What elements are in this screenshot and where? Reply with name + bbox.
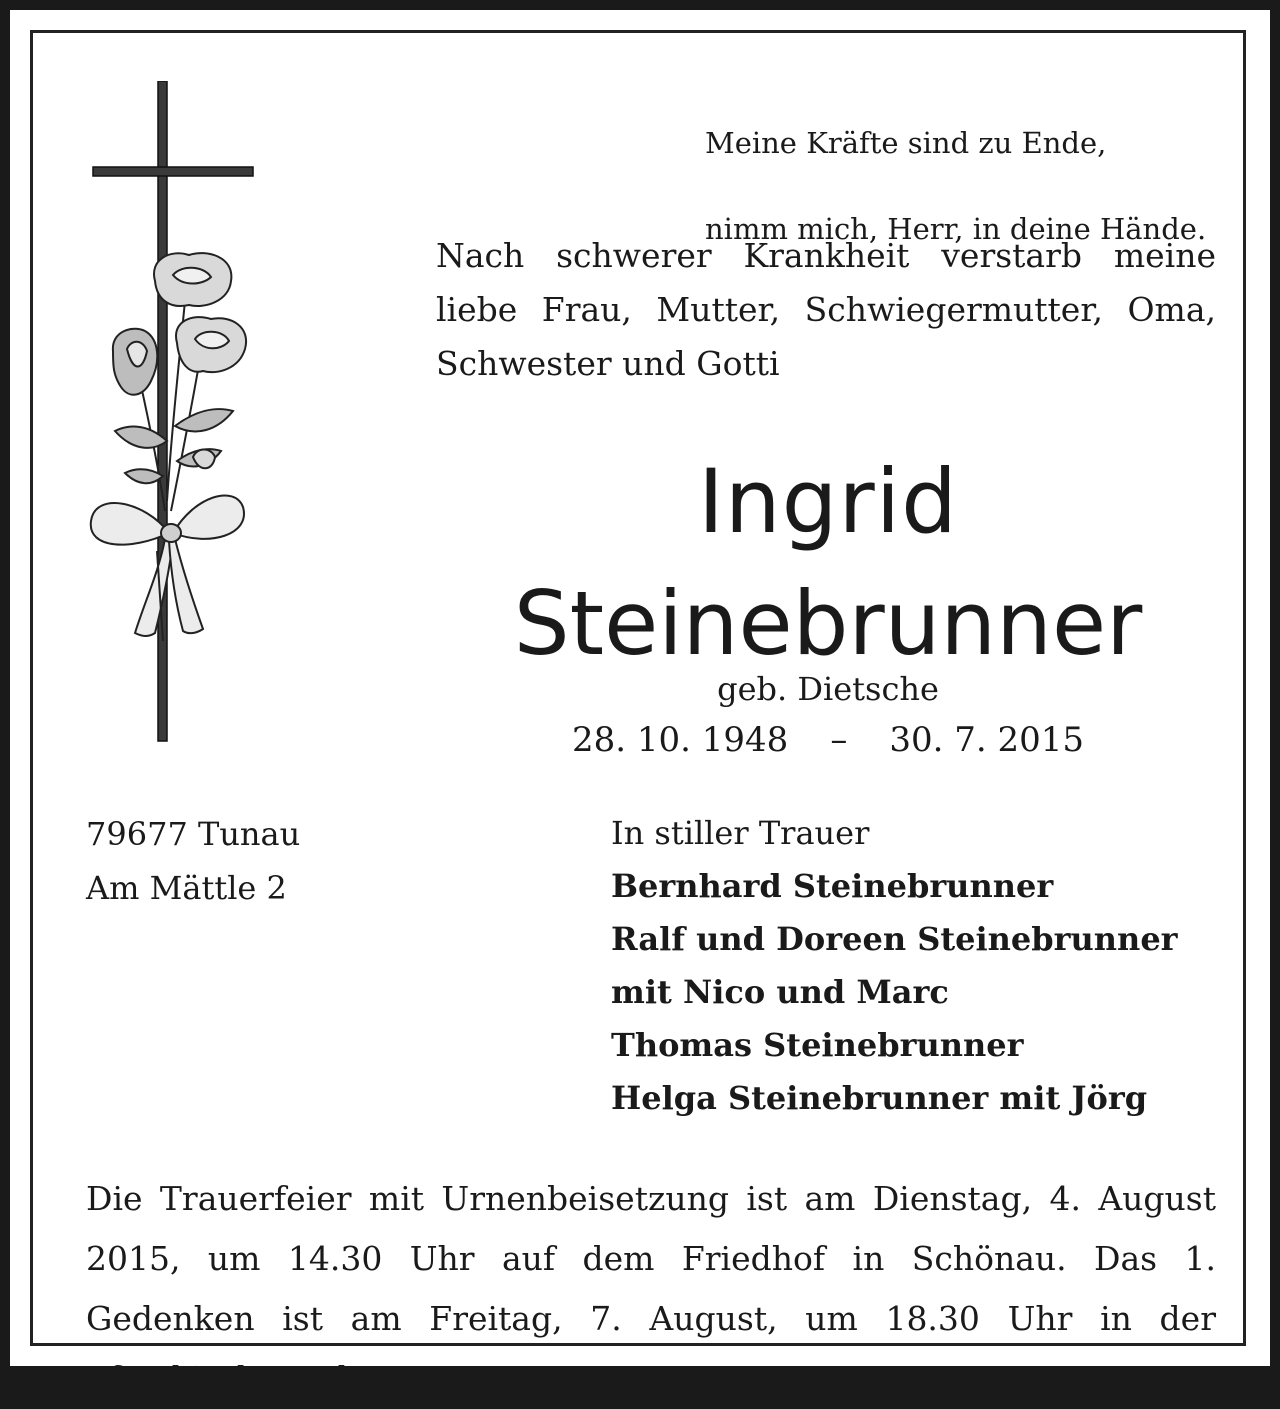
verse-line-1: Meine Kräfte sind zu Ende,	[705, 126, 1107, 160]
deceased-last-name: Steinebrunner	[513, 572, 1143, 675]
mourner-name: Bernhard Steinebrunner	[611, 867, 1054, 905]
verse-line-2: nimm mich, Herr, in deine Hände.	[705, 212, 1207, 246]
birth-date: 28. 10. 1948	[572, 720, 789, 760]
life-dates	[413, 716, 1243, 764]
obituary-sheet	[10, 10, 1270, 1398]
intro-text: Nach schwerer Krankheit verstarb meine liebe Frau, Mutter, Schwiegermutter, Oma, Schwester und Gotti	[436, 236, 1216, 383]
address-block	[86, 807, 486, 915]
service-announcement: Die Trauerfeier mit Urnenbeisetzung ist am Dienstag, 4. August 2015, um 14.30 Uhr auf dem Friedhof in Schönau. Das 1. Gedenken ist am Freitag, 7. August, um 18.30 Uhr in der Pfarrkirche Todtnau.	[86, 1179, 1216, 1398]
mourner-name: Thomas Steinebrunner	[611, 1026, 1024, 1064]
mourners-heading: In stiller Trauer	[611, 814, 870, 852]
death-date: 30. 7. 2015	[889, 720, 1084, 760]
address-line-1: 79677 Tunau	[86, 815, 301, 853]
mourner-name: mit Nico und Marc	[611, 973, 949, 1011]
roses-icon	[113, 253, 246, 511]
obituary-frame	[30, 30, 1246, 1398]
cross-with-roses-illustration	[85, 81, 265, 757]
address-line-2: Am Mättle 2	[86, 869, 287, 907]
deceased-first-name: Ingrid	[697, 450, 959, 553]
mourner-name: Ralf und Doreen Steinebrunner	[611, 920, 1178, 958]
date-separator: –	[830, 720, 848, 760]
birth-name: geb. Dietsche	[717, 670, 939, 708]
mourners-block	[611, 807, 1251, 1125]
mourner-name: Helga Steinebrunner mit Jörg	[611, 1079, 1148, 1117]
